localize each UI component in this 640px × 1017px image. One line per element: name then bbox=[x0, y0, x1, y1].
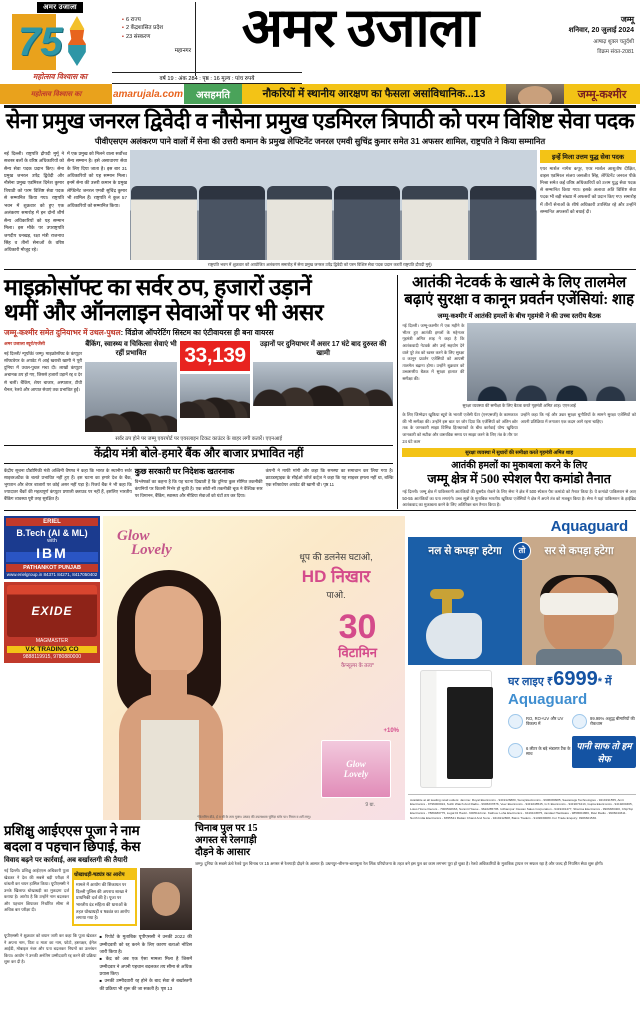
microsoft-kicker bbox=[4, 328, 393, 338]
anniversary-logo bbox=[4, 2, 116, 84]
region-tag-jk[interactable]: जम्मू-कश्मीर bbox=[564, 84, 640, 104]
lead-headline: सेना प्रमुख जनरल द्विवेदी व नौसेना प्रमुख एडमिरल त्रिपाठी को परम विशिष्ट सेवा पदक bbox=[5, 108, 635, 133]
nameplate bbox=[196, 0, 524, 58]
chinab-headline-line3: दौड़ने के आसार bbox=[195, 846, 251, 858]
glow-copy-line1: धूप की डलनेस घटाओ, bbox=[299, 551, 373, 562]
price-amount: 6999 bbox=[553, 667, 598, 690]
masthead bbox=[0, 0, 640, 104]
aquaguard-brand-offer: Aquaguard bbox=[508, 690, 588, 708]
pooja-bullet: ■ उनकी उम्मीदवारी रद्द होने के बाद सेवा से बर्खास्तगी की प्रक्रिया भी शुरू की जा सकती है। पृष्ठ 13 bbox=[100, 977, 193, 992]
ad-glow-and-lovely[interactable] bbox=[103, 516, 405, 820]
paper-title: अमर उजाला bbox=[241, 0, 479, 58]
feature-item bbox=[572, 714, 636, 729]
edu-location: PATHANKOT PUNJAB bbox=[6, 564, 98, 572]
edition-item: ▪ 23 संस्करण bbox=[122, 33, 195, 41]
edu-with: with bbox=[47, 537, 57, 544]
editions-sub: महानगर bbox=[174, 48, 191, 55]
edu-contact: www.erielgroup.in 84371 84271, 8417050402 bbox=[6, 571, 98, 577]
model-face bbox=[135, 586, 203, 678]
pooja-column-1: नई दिल्ली। प्रशिक्षु आईएएस अधिकारी पूजा खेडकर ने देश की सबसे बड़ी परीक्षा में धांधली कर चयन हासिल किया। यूपीएससी ने उनके खिलाफ धोखाधड़ी का मुकदमा दर्ज कराया है। आरोप है कि उन्होंने नाम बदलकर और पहचान छिपाकर निर्धारित सीमा से अधिक बार परीक्षा दी। bbox=[4, 868, 69, 913]
logo-brand-text: अमर उजाला bbox=[37, 2, 83, 13]
aquaguard-seal bbox=[572, 736, 636, 768]
lead-story bbox=[0, 108, 640, 268]
purifier-unit bbox=[420, 670, 492, 788]
shah-headline-line1: आतंकी नेटवर्क के खात्मे के लिए तालमेल bbox=[412, 274, 627, 291]
bottom-section bbox=[0, 820, 640, 992]
aquaguard-price-line bbox=[508, 668, 636, 691]
edu-brand: ERIEL bbox=[6, 518, 98, 526]
pooja-story bbox=[4, 823, 192, 992]
airport-photo-3 bbox=[253, 362, 393, 406]
pooja-fraud-box bbox=[72, 868, 137, 930]
section-tag-dissent[interactable]: असहमति bbox=[184, 84, 242, 104]
lead-side-box bbox=[540, 150, 636, 260]
aquaguard-offer-text bbox=[504, 668, 636, 791]
pooja-bullet: ■ केंद्र को अब एक ऐसा मामला मिला है जिसमें उम्मीदवार ने अपनी पहचान बदलकर तय सीमा से अधिक प्रयास किए। bbox=[100, 955, 193, 977]
battery-image bbox=[7, 585, 97, 637]
aquaguard-features bbox=[508, 714, 636, 773]
glow-vitamin-word: विटामिन bbox=[338, 644, 377, 660]
exide-phone: 9888119915, 9780880000 bbox=[22, 653, 82, 660]
price-suffix: * में bbox=[597, 675, 612, 688]
strip-tagline: महोत्सव विश्वास का bbox=[30, 90, 82, 98]
aquaguard-product-image bbox=[408, 668, 504, 791]
pooja-bullets bbox=[100, 933, 193, 992]
microsoft-mini-head-1: बैंकिंग, स्वास्थ्य व चिकित्सा सेवाएं भी रहीं प्रभावित bbox=[85, 341, 177, 358]
price-prefix: घर लाइए ₹ bbox=[508, 675, 554, 688]
pooja-headline-line2: बदला व पहचान छिपाई, केस bbox=[4, 838, 141, 854]
lead-column-2: में एक प्रमुख को मिलने वाला सर्वोच्च सैन्य सम्मान है। इसे असाधारण सेवा के लिए दिया जाता है। इस बार 31 अधिकारियों को यह सम्मान मिला। इनमें सेना की उत्तरी कमान के प्रमुख लेफ्टिनेंट जनरल एमवी सुचिंद्र कुमार भी शामिल हैं। राष्ट्रपति ने कुल 57 अधिकारियों को सम्मानित किया। bbox=[67, 150, 127, 208]
officer-figure bbox=[131, 186, 197, 260]
aquaguard-right-text: सर से कपड़ा हटेगा bbox=[544, 544, 614, 557]
officers-row bbox=[130, 186, 537, 260]
ad-aquaguard[interactable] bbox=[408, 516, 636, 820]
aquaguard-right-panel bbox=[522, 537, 636, 665]
logo-strip bbox=[0, 84, 112, 104]
glow-logo-line1: Glow bbox=[117, 527, 150, 544]
date-block bbox=[524, 2, 636, 55]
feature-text: 99.99% अशुद्ध बीमारियों की रोकथाम bbox=[590, 716, 635, 727]
commando-headline-line1: आतंकी हमलों का मुकाबला करने के लिए bbox=[451, 461, 588, 472]
microsoft-col1 bbox=[4, 341, 82, 432]
glow-copy-line2: HD निखार bbox=[301, 566, 371, 586]
left-ad-column bbox=[4, 516, 100, 820]
child-shirt bbox=[536, 649, 622, 665]
aquaguard-split-image bbox=[408, 537, 636, 665]
chinab-body: जम्मू। दुनिया के सबसे ऊंचे रेलवे पुल चिनाब पर 15 अगस्त से रेलगाड़ी दौड़ने के आसार हैं। उधमपुर-श्रीनगर-बारामूला रेल लिंक परियोजना के तहत बने इस पुल का काम लगभग पूरा हो चुका है। रेलवे अधिकारियों के मुताबिक ट्रायल रन सफल रहा है और जल्द ही नियमित सेवा शुरू होगी। bbox=[195, 861, 604, 867]
pooja-bullet: ■ रिपोर्ट के मुताबिक यूपीएससी ने उनकी 2022 की उम्मीदवारी को रद्द करने के लिए कारण बताओ नोटिस जारी किया है। bbox=[100, 933, 193, 955]
airport-queue-photo bbox=[85, 362, 177, 432]
microsoft-center-headline: केंद्रीय मंत्री बोले-हमारे बैंक और बाजार प्रभावित नहीं bbox=[4, 445, 393, 464]
masthead-bottom-strip bbox=[0, 84, 640, 104]
microsoft-col3 bbox=[180, 341, 250, 432]
shah-story bbox=[397, 275, 636, 509]
seal-line2: तो हम सेफ bbox=[597, 740, 632, 764]
tap-icon bbox=[426, 589, 482, 659]
child-head bbox=[544, 577, 614, 655]
microsoft-bottom-note: कंपनी ने माफी मांगी और कहा कि समस्या का समाधान कर लिया गया है। क्राउडस्ट्राइक के सीईओ जॉर्ज कर्ट्ज ने कहा कि यह साइबर हमला नहीं था, बल्कि एक सॉफ्टवेयर अपडेट की खामी थी। पृष्ठ 11 bbox=[265, 467, 394, 488]
microsoft-col2 bbox=[85, 341, 177, 432]
feature-item bbox=[508, 714, 572, 729]
microsoft-center-body: केंद्रीय सूचना प्रौद्योगिकी मंत्री अश्विनी वैष्णव ने कहा कि भारत के स्थानीय सर्वर साइबरअटैक के चलते प्रभावित नहीं हुए हैं। इस घटना का हमारे देश के बैंक, भुगतान और शेयर बाजारों पर कोई असर नहीं पड़ा है। रिजर्व बैंक ने भी कहा कि ज्यादातर बैंकों की महत्वपूर्ण कंप्यूटर प्रणाली क्लाउड पर नहीं हैं, इसलिए भारतीय बैंकिंग व्यवस्था पूरी तरह सुरक्षित है। bbox=[4, 467, 132, 502]
microsoft-bottom-block bbox=[135, 467, 263, 502]
glow-discount-badge: +10% bbox=[383, 728, 399, 735]
microsoft-headline-line2: थमीं और ऑनलाइन सेवाओं पर भी असर bbox=[4, 300, 324, 326]
exide-model: MAGMASTER bbox=[35, 637, 69, 644]
advertisement-row bbox=[0, 513, 640, 820]
edu-course: B.Tech (AI & ML) bbox=[16, 527, 88, 538]
commando-headline-line2: जम्मू क्षेत्र में 500 स्पेशल पैरा कमांडो तैनात bbox=[427, 472, 611, 487]
officer-figure bbox=[334, 186, 400, 260]
seal-item bbox=[572, 734, 636, 768]
lead-subhead: पीवीएसएम अलंकरण पाने वालों में सेना की उत्तरी कमान के प्रमुख लेफ्टिनेंट जनरल एमवी सुचिंद्र कुमार समेत 31 अफसर शामिल, राष्ट्रपति ने किया सम्मानित bbox=[94, 136, 546, 146]
kicker-black-text: : विंडोज ऑपरेटिंग सिस्टम का एंटीवायरस ही बना वायरस bbox=[120, 328, 274, 338]
officer-figure bbox=[267, 186, 333, 260]
editions-list bbox=[116, 2, 196, 76]
exide-dealer: V.K TRADING CO bbox=[7, 646, 97, 653]
lead-photo-caption: राष्ट्रपति भवन में शुक्रवार को आयोजित अलंकरण समारोह में सेना प्रमुख जनरल उपेंद्र द्विवेदी को परम विशिष्ट सेवा पदक प्रदान करतीं राष्ट्रपति द्रौपदी मुर्मू। bbox=[207, 261, 433, 267]
publication-date: शनिवार, 20 जुलाई 2024 bbox=[568, 27, 634, 34]
microsoft-col4 bbox=[253, 341, 393, 432]
pooja-headline-line1: प्रशिक्षु आईएएस पूजा ने नाम bbox=[4, 823, 140, 839]
glow-logo-line2: Lovely bbox=[131, 541, 172, 558]
logo-graphic bbox=[12, 14, 108, 70]
water-drop-icon bbox=[508, 714, 523, 729]
glow-copy bbox=[277, 550, 395, 601]
seal-line1: पानी साफ bbox=[576, 740, 609, 751]
shah-meeting-photo bbox=[467, 323, 636, 401]
sick-child-photo bbox=[536, 569, 622, 665]
glow-vitamin-number: 30 bbox=[338, 607, 377, 646]
website-link[interactable]: amarujala.com bbox=[112, 84, 184, 104]
flame-pen-icon bbox=[64, 16, 90, 66]
exide-brand: EXIDE bbox=[31, 603, 73, 618]
flights-affected-number: 33,139 bbox=[180, 341, 250, 371]
glow-model-image bbox=[107, 570, 235, 820]
glow-vitamin-sub: कैप्सूल्स के तत्व* bbox=[341, 662, 375, 669]
vikram-samvat: विक्रम संवत-2081 bbox=[597, 49, 634, 55]
ad-education[interactable] bbox=[4, 516, 100, 579]
glow-vitamin-claim bbox=[338, 607, 377, 669]
germ-shield-icon bbox=[572, 714, 587, 729]
mainpack-rule bbox=[4, 510, 636, 511]
aquaguard-connector-badge: तो bbox=[513, 542, 531, 560]
glow-product-pack bbox=[321, 740, 391, 798]
feature-text: RO, RO+UV और UV विकल्प में bbox=[526, 716, 564, 727]
chinab-headline-line1: चिनाब पुल पर 15 bbox=[195, 823, 258, 835]
edition-item: ▪ 6 राज्य bbox=[122, 16, 195, 24]
aquaguard-offer-block bbox=[408, 665, 636, 791]
pooja-column-2: यूपीएससी ने शुक्रवार को बयान जारी कर कहा कि पूजा खेडकर ने अपना नाम, पिता व माता का नाम, फोटो, हस्ताक्षर, ईमेल आईडी, मोबाइल नंबर और पता बदलकर नियमों का उल्लंघन किया। आयोग ने उनकी अनंतिम उम्मीदवारी रद्द करने की प्रक्रिया शुरू कर दी है। bbox=[4, 933, 97, 965]
shah-column-1: नई दिल्ली। जम्मू-कश्मीर में एक महीने के भीतर हुए आतंकी हमलों के मद्देनजर गृहमंत्री अमित शाह ने कहा है कि आतंकवादी नेटवर्क और उन्हें सहयोग देने वाले पूरे तंत्र को ध्वस्त करने के लिए सुरक्षा व कानून प्रवर्तन एजेंसियों को आपसी तालमेल बढ़ाना होगा। उन्होंने शुक्रवार को उच्चस्तरीय बैठक में सुरक्षा हालात की समीक्षा की। bbox=[402, 323, 465, 381]
child-headband bbox=[540, 593, 618, 615]
tank-icon bbox=[508, 743, 523, 758]
lead-photo bbox=[130, 150, 537, 260]
microsoft-intro: नई दिल्ली/ न्यूयॉर्क/ जम्मू। माइक्रोसॉफ्ट के कंप्यूटर सॉफ्टवेयर के अपडेट में आई खराबी खामी ने पूरी दुनिया में उथल-पुथल मचा दी। लाखों कंप्यूटर अचानक ठप हो गए, जिससे हजारों उड़ानें रद्द व देर से चलीं। बैंकिंग, शेयर बाजार, अस्पताल, टीवी चैनल, रेलवे और आपात सेवाएं तक प्रभावित हुईं। bbox=[4, 351, 82, 392]
promo-headline[interactable]: नौकरियों में स्थानीय आरक्षण का फैसला असांविधानिक...13 bbox=[242, 84, 506, 104]
lead-column-1: नई दिल्ली। राष्ट्रपति द्रौपदी मुर्मू ने सशस्त्र बलों के वरिष्ठ अधिकारियों को सैन्य सेवा पदक प्रदान किए। सेना प्रमुख जनरल उपेंद्र द्विवेदी और नौसेना प्रमुख एडमिरल दिनेश कुमार त्रिपाठी को परम विशिष्ट सेवा पदक से सम्मानित किया गया। राष्ट्रपति भवन में शुक्रवार को हुए एक अलंकरण समारोह में इन दोनों शीर्ष सैन्य अधिकारियों को यह सम्मान मिला। इस मौके पर उपराष्ट्रपति जगदीप धनखड़, रक्षा मंत्री राजनाथ सिंह व तीनों सेनाओं के वरिष्ठ अधिकारी मौजूद रहे। bbox=[4, 150, 64, 253]
hindu-date: आषाढ़ शुक्ल चतुर्दशी bbox=[593, 39, 634, 45]
aquaguard-brand-top: Aquaguard bbox=[550, 517, 628, 535]
glow-lovely-logo bbox=[117, 528, 189, 559]
face-shape bbox=[518, 86, 552, 104]
fraud-box-body: मामले में आयोग की शिकायत पर दिल्ली पुलिस की अपराध शाखा ने प्राथमिकी दर्ज की है। पूजा पर भारतीय दंड संहिता की धाराओं के तहत धोखाधड़ी व षड्यंत्र का आरोप लगाया गया है। bbox=[74, 880, 135, 924]
ad-exide[interactable] bbox=[4, 582, 100, 663]
feature-item bbox=[508, 734, 572, 768]
officer-figure bbox=[470, 186, 536, 260]
microsoft-bottom-headline: कुछ सरकारी घर निदेशक खतरनाक bbox=[134, 466, 235, 476]
microsoft-byline: अमर उजाला ब्यूरो/एजेंसी bbox=[4, 341, 45, 347]
logo-tagline: महोत्सव विश्वास का bbox=[32, 72, 88, 81]
pack-logo-line1: Glow bbox=[346, 759, 366, 770]
chinab-headline-line2: अगस्त से रेलगाड़ी bbox=[195, 834, 257, 846]
pack-logo-line2: Lovely bbox=[343, 769, 369, 780]
purifier-panel bbox=[447, 687, 493, 779]
edition-item: ▪ 2 केंद्रशासित प्रदेश bbox=[122, 24, 195, 32]
microsoft-bottom-body: विश्लेषकों का कहना है कि यह घटना दिखाती है कि दुनिया कुछ सीमित तकनीकी कंपनियों पर कितनी निर्भर हो चुकी है। एक छोटी-सी तकनीकी चूक ने वैश्विक स्तर पर विमानन, बैंकिंग, स्वास्थ्य और मीडिया सेवाओं को घंटों ठप कर दिया। bbox=[134, 479, 263, 499]
officer-figure bbox=[402, 186, 468, 260]
airport-photo-2 bbox=[180, 374, 250, 418]
aquaguard-left-panel bbox=[408, 537, 522, 665]
glow-pack-weight: 9 ग्रा. bbox=[365, 802, 375, 809]
microsoft-mini-head-2: उड़ानों पर दुनियाभर में असर 17 घंटे बाद दुरुस्त की खामी bbox=[259, 341, 387, 358]
model-top bbox=[141, 720, 199, 820]
feature-text: 6 लीटर के बड़े भंडारण टैंक के साथ bbox=[526, 745, 571, 756]
microsoft-headline-line1: माइक्रोसॉफ्ट का सर्वर ठप, हजारों उड़ानें bbox=[4, 274, 312, 300]
shah-headline-line2: बढ़ाएं सुरक्षा व कानून प्रवर्तन एजेंसियां: शाह bbox=[404, 291, 635, 308]
pooja-photo bbox=[140, 868, 192, 930]
shah-subhead: जम्मू-कश्मीर में आतंकी हमलों के बीच गृहमंत्री ने की उच्च स्तरीय बैठक bbox=[437, 313, 601, 321]
kicker-red-text: जम्मू-कश्मीर समेत दुनियाभर में उथल-पुथल bbox=[4, 328, 121, 338]
glow-copy-line3: पाओ. bbox=[326, 589, 346, 600]
microsoft-photo-caption: सर्वर ठप होने पर जम्मू एयरपोर्ट पर एयरलाइन टिकट काउंटर के बाहर लगी कतारें। एएनआई bbox=[115, 435, 283, 442]
fraud-box bbox=[72, 868, 137, 926]
edition-city: जम्मू bbox=[620, 15, 634, 24]
hand-cloth bbox=[426, 613, 482, 659]
microsoft-story bbox=[4, 275, 393, 509]
pooja-face bbox=[152, 882, 180, 916]
officer-figure bbox=[199, 186, 265, 260]
main-story-pack bbox=[0, 272, 640, 509]
shah-photo-caption: सुरक्षा व्यवस्था की समीक्षा के लिए बैठक करते गृहमंत्री अमित शाह। एएनआई bbox=[462, 403, 576, 409]
aquaguard-left-text: नल से कपड़ा' हटेगा bbox=[428, 544, 502, 557]
ibm-logo: IBM bbox=[6, 544, 98, 562]
shah-column-2: के लिए जिम्मेदार खुफिया ब्यूरो के भारती एजेंसी पेंटर (एनएसजी) के कामकाज की भी समीक्षा की। उन्होंने इस बात पर जोर दिया कि एजेंसियों को अंतिम छोर तक के जानकारी साझा विभिन्न हितधारकों के बीच कार्रवाई योग्य खुफिया जानकारी को सटीक और वास्तविक समय पर साझा करने के लिए तंत्र के तौर पर 24 घंटे काम bbox=[402, 412, 518, 444]
columnist-photo bbox=[506, 84, 564, 104]
pooja-subhead: विवाद बढ़ने पर कार्रवाई, अब बर्खास्तगी की तैयारी bbox=[4, 857, 128, 865]
chinab-story bbox=[195, 823, 636, 992]
side-box-body: एयर मार्शल नागेश कपूर, एयर मार्शल आशुतोष दीक्षित, वाइस एडमिरल संजय जसजीत सिंह, लेफ्टिनेंट जनरल पीके मिश्रा समेत कई वरिष्ठ अधिकारियों को उत्तम युद्ध सेवा पदक से सम्मानित किया गया। इसके अलावा अति विशिष्ट सेवा पदक भी बड़ी संख्या में अफसरों को प्रदान किए गए। समारोह में तीनों सेनाओं के शीर्ष अधिकारी उपस्थित रहे और उन्होंने सम्मानित अफसरों को बधाई दी। bbox=[540, 165, 636, 214]
commando-body: नई दिल्ली। जम्मू क्षेत्र में पाकिस्तानी आतंकियों की घुसपैठ रोकने के लिए सेना ने क्षेत्र में 500 स्पेशल पैरा कमांडो को तैनात किया है। ये कमांडो पाकिस्तान से आए 50-55 आतंकियों का पता लगाएंगे। उच्च सूत्रों के मुताबिक भारतीय खुफिया एजेंसियों ने क्षेत्र में अपने तंत्र को मजबूत किया है। सेना ने यहां पाकिस्तान के हाईब्रिड आतंकवाद का मुकाबला करने के लिए अतिरिक्त बल तैनात किया है। bbox=[402, 489, 636, 508]
shah-banner-caption: सुरक्षा व्यवस्था में सुधारों की समीक्षा करते गृहमंत्री अमित शाह bbox=[402, 448, 636, 457]
side-box-heading: इन्हें मिला उत्तम युद्ध सेवा पदक bbox=[540, 150, 636, 163]
glow-footnote: *विटामिन बी3, ई व सी के तत्व युक्त। उत्पाद की उपलब्धता चुनिंदा स्टोर पर। नियम व शर्तें लागू। bbox=[197, 815, 311, 820]
fraud-box-heading: धोखाधड़ी-षड्यंत्र का आरोप bbox=[74, 872, 125, 879]
logo-75-number: 75 bbox=[18, 20, 63, 64]
issue-line: वर्ष 19 : अंक 284 : पृष्ठ : 16 मूल्य : पांच रुपये bbox=[112, 72, 302, 84]
shah-column-3: उन्होंने कहा कि नई और उन्नत सुरक्षा चुनौतियों के सामने सुरक्षा एजेंसियों को अपनी प्रतिक्रिया में लगातार एक कदम आगे रहना चाहिए। bbox=[520, 412, 636, 424]
lead-rule bbox=[4, 269, 636, 270]
aquaguard-dealer-list: Available at all leading retail outlets: Jammu: Royal Electronics - 9419126880, Suraj Electronics - 9906080985, Sawaswgs Technologies - 9419191555, Amit Electronics - 9796000024, Subh Watch And Radio - 9906337876, Veer Electronics - 9419248545, G K Electronics - 9419074213, Gupta Electronics - 9419200465, Lotus Home Decors - 7006502663, Sunmit House - 9622285795. Udhampur: Dewan Sales Corporation - 9419401477, Sharma Electronics - 9906380400, ChipTop Electronics - 7889480775, Lugal Di Hadd - 6005112nnn. Kathua: Loha Electronics - 9419103875, Jandaul Hardware - 9858004866, Ravi Radio - 9906044611. North India Electronics - 8355541 Rattan Chand And Sons - 9419212808, Bains Traders - 9149630080. For Trade Enquiry: 9906601536. bbox=[408, 794, 636, 820]
